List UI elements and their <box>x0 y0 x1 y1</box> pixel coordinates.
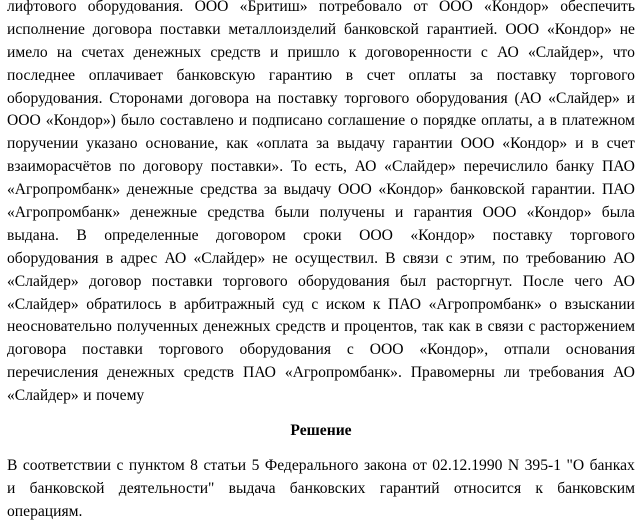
word: последнее <box>7 66 76 84</box>
word: оборудования. <box>7 89 103 107</box>
word: статьи <box>203 456 247 474</box>
word: 02.12.1990 <box>432 456 503 474</box>
word: арбитражный <box>184 295 275 313</box>
word: «Кондор» <box>378 181 444 199</box>
word: взыскании <box>564 295 635 313</box>
word: с <box>480 43 488 61</box>
word: ООО <box>438 0 473 15</box>
word: перечисления <box>7 364 99 382</box>
word: о <box>549 295 558 313</box>
word: и <box>330 318 340 336</box>
word: «Слайдер» <box>7 272 79 290</box>
word: и <box>83 387 92 405</box>
word: оплачивает <box>88 66 163 84</box>
word: банковской <box>344 20 419 38</box>
word: банках <box>589 456 635 474</box>
problem-line <box>7 179 635 202</box>
word: за <box>263 181 277 199</box>
problem-line <box>7 19 635 42</box>
word: торгового <box>570 226 635 244</box>
word: банковским <box>557 479 635 497</box>
word: оплаты, <box>481 112 533 130</box>
word: и <box>394 204 404 222</box>
problem-line <box>7 0 635 19</box>
word: договоренности <box>365 43 472 61</box>
word: договору <box>143 158 203 176</box>
word: с <box>116 456 124 474</box>
word: «Кондор» <box>484 0 549 15</box>
word: поставки <box>151 272 213 290</box>
word: на <box>56 43 73 61</box>
word: В <box>7 456 18 474</box>
word: есть, <box>314 158 347 176</box>
word: АО <box>497 43 519 61</box>
word: не <box>619 20 635 38</box>
word: 8 <box>190 456 198 474</box>
word: средств <box>210 43 261 61</box>
word: этим, <box>459 249 496 267</box>
word: поставки». <box>210 158 284 176</box>
word: договора <box>189 89 250 107</box>
word: ООО <box>505 20 540 38</box>
solution-line <box>7 501 635 524</box>
word: к <box>535 479 543 497</box>
word: по <box>502 249 519 267</box>
word: требованию <box>526 249 606 267</box>
word: как <box>448 318 471 336</box>
word: оборудования <box>239 341 332 359</box>
word: банковских <box>289 479 366 497</box>
word: денежных <box>107 364 175 382</box>
word: и <box>269 43 279 61</box>
word: порядке <box>422 112 477 130</box>
word: торгового <box>158 341 224 359</box>
word: выдачу <box>283 181 332 199</box>
word: договора <box>7 341 67 359</box>
word: исполнение <box>7 20 85 38</box>
word: и <box>575 135 584 153</box>
word: закона <box>363 456 407 474</box>
word: с <box>528 318 536 336</box>
word: «Агропромбанк» <box>428 295 542 313</box>
word: обеспечить <box>560 0 635 15</box>
word: лифтового <box>7 0 77 15</box>
word: суд <box>282 295 304 313</box>
word: было <box>120 112 155 130</box>
solution-paragraph <box>7 455 635 524</box>
word: В <box>76 226 87 244</box>
word: в <box>591 135 599 153</box>
word: основания <box>565 341 635 359</box>
word: «Агропромбанк» <box>7 181 121 199</box>
word: ООО <box>194 0 229 15</box>
word: чего <box>574 272 603 290</box>
word: с <box>445 249 453 267</box>
word: «Бритиш» <box>239 0 308 15</box>
solution-line <box>7 478 635 501</box>
word: «Слайдер» <box>548 89 620 107</box>
word: В <box>385 249 396 267</box>
word: АО <box>613 272 635 290</box>
word: торгового <box>344 89 410 107</box>
problem-line <box>7 42 635 65</box>
word: был <box>399 272 427 290</box>
word: определенные <box>104 226 199 244</box>
word: и <box>238 112 248 130</box>
word: расторгнут. <box>436 272 513 290</box>
word: так <box>422 318 444 336</box>
word: денежных <box>203 318 271 336</box>
word: поставки <box>159 20 221 38</box>
word: ООО <box>482 204 517 222</box>
problem-line <box>7 294 635 317</box>
word: «Слайдер» <box>193 249 266 267</box>
word: банковской <box>449 181 525 199</box>
word: взаиморасчётов <box>7 158 112 176</box>
word: к <box>348 43 357 61</box>
word: АО <box>613 364 635 382</box>
word: основание, <box>145 135 219 153</box>
word: средства <box>200 181 258 199</box>
word: «Кондор», <box>419 341 489 359</box>
word: поставки <box>82 341 143 359</box>
word: 5 <box>251 456 260 474</box>
word: в <box>169 295 177 313</box>
word: адрес <box>120 249 158 267</box>
word: договором <box>215 226 286 244</box>
word: ООО <box>7 112 41 130</box>
word: денежные <box>126 181 194 199</box>
word: не <box>272 249 288 267</box>
word: ли <box>503 364 520 382</box>
word: торгового <box>570 66 635 84</box>
word: поставку <box>277 89 338 107</box>
problem-line <box>7 133 635 156</box>
word: потребовало <box>318 0 402 15</box>
word: «Кондор» <box>526 204 592 222</box>
word: Федерального <box>264 456 359 474</box>
word: поручении <box>7 135 79 153</box>
word: в <box>549 112 558 130</box>
word: «Слайдер» <box>7 295 79 313</box>
word: пунктом <box>128 456 185 474</box>
word: сроки <box>303 226 342 244</box>
word: отпали <box>504 341 550 359</box>
word: с <box>346 341 354 359</box>
word: составлено <box>159 112 234 130</box>
document-page <box>7 0 635 524</box>
word: денежных <box>133 43 202 61</box>
word: ООО <box>369 341 404 359</box>
word: соглашение <box>327 112 406 130</box>
word: «Кондор») <box>45 112 116 130</box>
word: АО <box>164 249 187 267</box>
word: относится <box>453 479 522 497</box>
word: оборудования <box>416 89 508 107</box>
word: а <box>537 112 545 130</box>
word: «Слайдер», <box>527 43 604 61</box>
word: имело <box>7 43 48 61</box>
word: процентов, <box>344 318 418 336</box>
word: поставку <box>496 66 557 84</box>
word: от <box>412 456 427 474</box>
word: как <box>226 135 249 153</box>
word: гарантия <box>413 204 473 222</box>
word: гарантии <box>392 135 453 153</box>
word: за <box>316 135 330 153</box>
word: соответствии <box>22 456 111 474</box>
word: осуществил. <box>294 249 378 267</box>
word: АО <box>354 158 377 176</box>
problem-line <box>7 225 635 248</box>
problem-line <box>7 385 635 408</box>
word: Правомерны <box>410 364 495 382</box>
word: оборудования <box>298 272 390 290</box>
word: выдача <box>228 479 276 497</box>
word: гарантии. <box>531 181 596 199</box>
word: гарантий <box>379 479 440 497</box>
word: от <box>413 0 428 15</box>
word: и <box>7 479 16 497</box>
word: связи <box>402 249 439 267</box>
word: требования <box>528 364 605 382</box>
word: средств <box>183 364 235 382</box>
word: платежном <box>562 112 635 130</box>
word: выдана. <box>7 226 59 244</box>
problem-line <box>7 65 635 88</box>
word: по <box>119 158 136 176</box>
word: гарантию <box>268 66 333 84</box>
solution-line <box>7 455 635 478</box>
word: о <box>410 112 418 130</box>
word: почему <box>96 387 145 405</box>
word: «Кондор» <box>546 20 612 38</box>
word: 395-1 <box>524 456 561 474</box>
word: ПАО <box>601 158 635 176</box>
problem-line <box>7 271 635 294</box>
word: N <box>507 456 520 474</box>
word: и <box>626 89 635 107</box>
word: обратилось <box>86 295 162 313</box>
word: указано <box>86 135 138 153</box>
word: поставку <box>492 226 553 244</box>
word: за <box>469 66 483 84</box>
word: получены <box>319 204 385 222</box>
word: к <box>372 295 381 313</box>
word: «Агропромбанк». <box>284 364 402 382</box>
word: оборудования <box>7 249 99 267</box>
word: на <box>255 89 272 107</box>
word: То <box>290 158 308 176</box>
problem-line <box>7 362 635 385</box>
word: оплаты <box>408 66 457 84</box>
problem-line <box>7 316 635 339</box>
problem-line <box>7 88 635 111</box>
word: ООО <box>460 135 495 153</box>
word: неосновательно <box>7 318 112 336</box>
word: гарантией. <box>426 20 498 38</box>
word: счет <box>366 66 395 84</box>
word: (АО <box>514 89 542 107</box>
problem-line <box>7 339 635 362</box>
word: что <box>612 43 635 61</box>
word: ПАО <box>601 181 635 199</box>
word: в <box>105 249 114 267</box>
word: «Агропромбанк» <box>7 204 121 222</box>
word: была <box>601 204 635 222</box>
problem-line <box>7 110 635 133</box>
word: ООО <box>359 226 393 244</box>
word: После <box>522 272 564 290</box>
word: иском <box>325 295 366 313</box>
problem-line <box>7 156 635 179</box>
word: торгового <box>222 272 288 290</box>
word: "О <box>566 456 585 474</box>
word: полученных <box>116 318 199 336</box>
word: связи <box>487 318 524 336</box>
problem-line <box>7 202 635 225</box>
word: расторжением <box>540 318 635 336</box>
word: металлоизделий <box>228 20 337 38</box>
word: «Кондор» <box>502 135 568 153</box>
word: выдачу <box>337 135 385 153</box>
word: Сторонами <box>109 89 183 107</box>
word: ПАО <box>242 364 276 382</box>
word: средств <box>275 318 326 336</box>
word: ООО <box>337 181 372 199</box>
word: оборудования. <box>87 0 184 15</box>
word: «Слайдер» <box>7 387 79 405</box>
word: были <box>274 204 310 222</box>
word: договора <box>92 20 153 38</box>
problem-paragraph <box>7 0 635 408</box>
word: банку <box>555 158 595 176</box>
word: в <box>475 318 483 336</box>
word: операциям. <box>7 502 83 520</box>
word: ПАО <box>387 295 421 313</box>
word: деятельности" <box>118 479 215 497</box>
word: банковскую <box>176 66 256 84</box>
word: подписано <box>252 112 323 130</box>
word: перечислило <box>463 158 549 176</box>
word: в <box>345 66 354 84</box>
word: «Кондор» <box>410 226 476 244</box>
word: счетах <box>81 43 125 61</box>
problem-line <box>7 248 635 271</box>
word: счет <box>606 135 635 153</box>
word: средства <box>207 204 265 222</box>
word: пришло <box>287 43 340 61</box>
word: денежные <box>130 204 198 222</box>
word: АО <box>613 249 635 267</box>
word: банковской <box>29 479 105 497</box>
word: «Слайдер» <box>384 158 456 176</box>
word: «оплата <box>256 135 309 153</box>
word: с <box>311 295 319 313</box>
word: договор <box>89 272 142 290</box>
solution-heading: Решение <box>290 422 352 440</box>
